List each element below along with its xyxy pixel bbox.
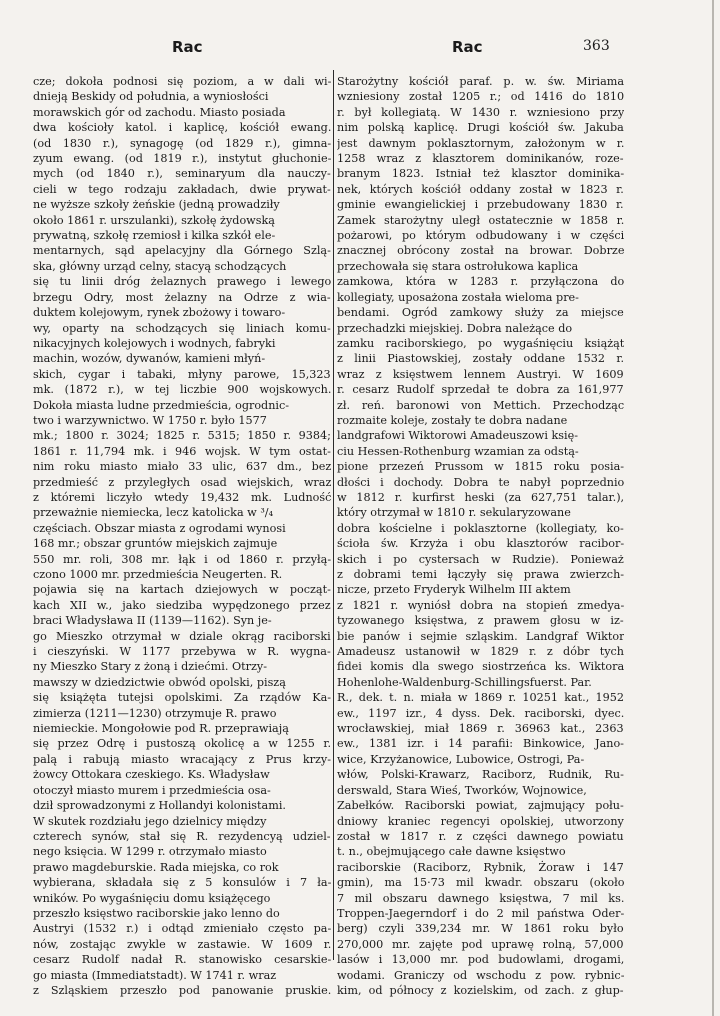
text-line: 168 mr.; obszar gruntów miejskich zajmuje bbox=[33, 537, 278, 551]
scan-edge bbox=[712, 0, 714, 1016]
text-line: z dobrami temi łączyły się prawa zwierzch- bbox=[337, 568, 624, 581]
text-line: się książęta tutejsi opolskimi. Za rządów Ka- bbox=[33, 691, 331, 705]
text-line: pojawia się na kartach dziejowych w począt- bbox=[33, 583, 331, 597]
text-line: go Mieszko otrzymał w dziale okrąg raciborski bbox=[33, 629, 331, 643]
text-line: bie panów i sejmie szląskim. Landgraf Wiktor bbox=[337, 629, 624, 643]
text-line: został w 1817 r. z części dawnego powiatu bbox=[337, 829, 624, 843]
text-line: cze; dokoła podnosi się poziom, a w dali wi- bbox=[33, 75, 331, 88]
text-line: nicze, przeto Fryderyk Wilhelm III aktem bbox=[337, 583, 571, 597]
running-head-right: Rac bbox=[452, 38, 483, 56]
text-line: w 1812 r. kurfirst heski (za 627,751 talar.), bbox=[337, 490, 624, 504]
text-line: z linii Piastowskiej, zostały oddane 1532 r. bbox=[337, 352, 624, 366]
text-line: Hohenlohe-Waldenburg-Schillingsfuerst. Par. bbox=[337, 675, 592, 689]
text-line: brzegu Odry, most żelazny na Odrze z wia- bbox=[33, 290, 331, 304]
text-line: wodami. Graniczy od wschodu z pow. rybnic- bbox=[337, 968, 624, 982]
text-line: dobra kościelne i poklasztorne (kollegiaty, ko- bbox=[337, 521, 624, 535]
text-line: ew., 1381 izr. i 14 parafii: Binkowice, Jano- bbox=[337, 737, 624, 751]
text-line: wrocławskiej, miał 1869 r. 36963 kat., 2363 bbox=[337, 722, 624, 736]
text-line: zamku raciborskiego, po wygaśnięciu książąt bbox=[337, 336, 624, 350]
text-line: żowcy Ottokara czeskiego. Ks. Władysław bbox=[33, 768, 270, 782]
right-column bbox=[337, 74, 624, 998]
text-line: raciborskie (Raciborz, Rybnik, Żoraw i 147 bbox=[337, 860, 624, 874]
text-line: wzniesiony został 1205 r.; od 1416 do 1810 bbox=[337, 90, 624, 104]
text-line: gminie ewangielickiej i przebudowany 1830 r. bbox=[337, 198, 624, 212]
page-number: 363 bbox=[583, 38, 610, 54]
text-line: Starożytny kościół paraf. p. w. św. Miriama bbox=[337, 75, 624, 88]
text-line: r. cesarz Rudolf sprzedał te dobra za 161,977 bbox=[337, 383, 624, 397]
text-line: ew., 1197 izr., 4 dyss. Dek. raciborski, dyec. bbox=[337, 706, 624, 720]
text-line: znacznej obrócony został na browar. Dobrze bbox=[337, 244, 624, 258]
text-line: mych (od 1840 r.), seminaryum dla nauczy- bbox=[33, 167, 331, 181]
column-divider bbox=[333, 70, 334, 960]
text-line: mentarnych, sąd apelacyjny dla Górnego Szlą- bbox=[33, 244, 331, 258]
text-line: przechadzki miejskiej. Dobra należące do bbox=[337, 321, 573, 335]
text-line: mk.; 1800 r. 3024; 1825 r. 5315; 1850 r. 9384; bbox=[33, 429, 331, 443]
text-line: 1861 r. 11,794 mk. i 946 wojsk. W tym ostat- bbox=[33, 444, 331, 458]
text-line: czono 1000 mr. przedmieścia Neugerten. R. bbox=[33, 568, 283, 581]
text-line: nek, których kościół oddany został w 1823 r. bbox=[337, 182, 624, 196]
text-line: pione przezeń Prussom w 1815 roku posia- bbox=[337, 460, 624, 474]
text-line: który otrzymał w 1810 r. sekularyzowane bbox=[337, 506, 571, 520]
text-line: z 1821 r. wyniósł dobra na stopień zmedya- bbox=[337, 598, 624, 612]
text-line: Zabełków. Raciborski powiat, zajmujący połu- bbox=[337, 799, 624, 813]
text-line: cieli w tego rodzaju zakładach, dwie prywat- bbox=[33, 182, 331, 196]
text-line: mk. (1872 r.), w tej liczbie 900 wojskowych. bbox=[33, 383, 331, 397]
text-line: Dokoła miasta ludne przedmieścia, ogrodnic- bbox=[33, 398, 290, 412]
text-line: morawskich gór od zachodu. Miasto posiada bbox=[33, 105, 286, 119]
text-line: Austryi (1532 r.) i odtąd zmieniało często pa- bbox=[33, 922, 331, 936]
text-line: kach XII w., jako siedziba wypędzonego przez bbox=[33, 598, 331, 612]
text-line: przeważnie niemiecka, lecz katolicka w ³/₄ bbox=[33, 506, 274, 520]
text-line: palą i rabują miasto wracający z Prus krzy- bbox=[33, 752, 331, 766]
running-head-left: Rac bbox=[172, 38, 203, 56]
text-line: dłości i dochody. Dobra te nabył poprzednio bbox=[337, 475, 624, 489]
text-line: landgrafowi Wiktorowi Amadeuszowi księ- bbox=[337, 429, 578, 443]
text-line: Zamek starożytny uległ ostatecznie w 1858 r. bbox=[337, 213, 624, 227]
text-line: wników. Po wygaśnięciu domu książęcego bbox=[33, 891, 271, 905]
text-line: jest dawnym poklasztornym, założonym w r. bbox=[337, 136, 624, 150]
text-line: (od 1830 r.), synagogę (od 1829 r.), gimna- bbox=[33, 136, 331, 150]
text-line: machin, wozów, dywanów, kamieni młyń- bbox=[33, 352, 266, 366]
text-line: bendami. Ogród zamkowy służy za miejsce bbox=[337, 306, 624, 320]
text-line: two i warzywnictwo. W 1750 r. było 1577 bbox=[33, 413, 267, 427]
text-line: częściach. Obszar miasta z ogrodami wynosi bbox=[33, 521, 286, 535]
text-line: nego księcia. W 1299 r. otrzymało miasto bbox=[33, 845, 267, 859]
left-column bbox=[33, 74, 331, 998]
text-line: wybierana, składała się z 5 konsulów i 7 ła- bbox=[33, 876, 331, 890]
text-line: 7 mil obszaru dawnego księstwa, 7 mil ks. bbox=[337, 891, 624, 905]
text-line: branym 1823. Istniał też klasztor dominika- bbox=[337, 167, 624, 181]
text-line: lasów i 13,000 mr. pod budowlami, drogami, bbox=[337, 953, 624, 967]
text-line: zamkowa, która w 1283 r. przyłączona do bbox=[337, 275, 624, 289]
text-line: zimierza (1211—1230) otrzymuje R. prawo bbox=[33, 706, 277, 720]
text-line: t. n., obejmującego całe dawne księstwo bbox=[337, 845, 566, 859]
text-line: W skutek rozdziału jego dzielnicy między bbox=[33, 814, 267, 828]
text-line: ciu Hessen-Rothenburg wzamian za odstą- bbox=[337, 444, 579, 458]
text-line: wice, Krzyżanowice, Lubowice, Ostrogi, Pa- bbox=[337, 752, 585, 766]
text-line: przeszło księstwo raciborskie jako lenno do bbox=[33, 906, 280, 920]
text-line: pożarowi, po którym odbudowany i w części bbox=[337, 229, 624, 243]
text-line: 270,000 mr. zajęte pod uprawę rolną, 57,000 bbox=[337, 937, 624, 951]
text-line: z któremi liczyło wtedy 19,432 mk. Ludność bbox=[33, 490, 331, 504]
text-line: przedmieść z przyległych osad wiejskich, wraz bbox=[33, 475, 331, 489]
text-line: nim polską kaplicę. Drugi kościół św. Jakuba bbox=[337, 121, 624, 135]
text-line: dniowy kraniec regencyi opolskiej, utworzony bbox=[337, 814, 624, 828]
text-line: niemieckie. Mongołowie pod R. przeprawiają bbox=[33, 722, 289, 736]
text-line: prywatną, szkołę rzemiosł i kilka szkół ele- bbox=[33, 229, 276, 243]
text-line: 1258 wraz z klasztorem dominikanów, roze- bbox=[337, 152, 624, 166]
text-line: nim roku miasto miało 33 ulic, 637 dm., bez bbox=[33, 460, 331, 474]
text-line: z Szląskiem przeszło pod panowanie pruskie. bbox=[33, 983, 331, 997]
text-line: wraz z księstwem lennem Austryi. W 1609 bbox=[337, 367, 624, 381]
text-line: i cieszyński. W 1177 przebywa w R. wygna- bbox=[33, 645, 331, 659]
text-line: nów, zostając zwykle w zastawie. W 1609 r. bbox=[33, 937, 331, 951]
text-line: mawszy w dziedzictwie obwód opolski, piszą bbox=[33, 675, 286, 689]
text-line: dził sprowadzonymi z Hollandyi kolonistami. bbox=[33, 799, 286, 813]
text-line: nikacyjnych kolejowych i wodnych, fabryki bbox=[33, 336, 276, 350]
text-line: r. był kollegiatą. W 1430 r. wzniesiono przy bbox=[337, 105, 624, 119]
text-line: przechowała się stara ostrołukowa kaplica bbox=[337, 259, 579, 273]
text-line: ścioła św. Krzyża i obu klasztorów racibor- bbox=[337, 537, 624, 551]
text-line: się przez Odrę i pustoszą okolicę a w 1255 r. bbox=[33, 737, 331, 751]
text-line: dnieją Beskidy od południa, a wyniosłości bbox=[33, 90, 269, 104]
text-line: ny Mieszko Stary z żoną i dziećmi. Otrzy- bbox=[33, 660, 267, 674]
text-line: go miasta (Immediatstadt). W 1741 r. wraz bbox=[33, 968, 277, 982]
text-line: zł. reń. baronowi von Mettich. Przechodząc bbox=[337, 398, 624, 412]
text-line: czterech synów, stał się R. rezydencyą udziel- bbox=[33, 829, 331, 843]
text-line: około 1861 r. urszulanki), szkołę żydowską bbox=[33, 213, 275, 227]
text-line: duktem kolejowym, rynek zbożowy i towaro- bbox=[33, 306, 286, 320]
text-line: ska, główny urząd celny, stacyą schodzących bbox=[33, 259, 287, 273]
text-line: Amadeusz ustanowił w 1829 r. z dóbr tych bbox=[337, 645, 624, 659]
text-line: 550 mr. roli, 308 mr. łąk i od 1860 r. przyłą- bbox=[33, 552, 331, 566]
text-line: skich i po cystersach w Rudzie). Ponieważ bbox=[337, 552, 624, 566]
text-line: zyum ewang. (od 1819 r.), instytut głuchonie- bbox=[33, 152, 331, 166]
text-line: fidei komis dla swego siostrzeńca ks. Wiktora bbox=[337, 660, 624, 674]
text-line: ne wyższe szkoły żeńskie (jedną prowadziły bbox=[33, 198, 280, 212]
text-line: derswald, Stara Wieś, Tworków, Wojnowice, bbox=[337, 783, 587, 797]
text-line: berg) czyli 339,234 mr. W 1861 roku było bbox=[337, 922, 624, 936]
text-line: otoczył miasto murem i przedmieścia osa- bbox=[33, 783, 271, 797]
text-line: rozmaite koleje, zostały te dobra nadane bbox=[337, 413, 568, 427]
text-line: dwa kościoły katol. i kaplicę, kościół ewang. bbox=[33, 121, 331, 135]
text-line: kollegiaty, uposażona została wieloma pre- bbox=[337, 290, 579, 304]
text-line: cesarz Rudolf nadał R. stanowisko cesarskie- bbox=[33, 953, 331, 967]
text-line: wy, oparty na schodzących się liniach komu- bbox=[33, 321, 331, 335]
text-line: Troppen-Jaegerndorf i do 2 mil państwa Oder- bbox=[337, 906, 624, 920]
text-line: braci Władysława II (1139—1162). Syn je- bbox=[33, 614, 272, 628]
text-line: prawo magdeburskie. Rada miejska, co rok bbox=[33, 860, 279, 874]
text-line: tyzowanego księstwa, z prawem głosu w iz- bbox=[337, 614, 624, 628]
text-line: gmin), ma 15·73 mil kwadr. obszaru (około bbox=[337, 876, 624, 890]
text-line: R., dek. t. n. miała w 1869 r. 10251 kat., 1952 bbox=[337, 691, 624, 705]
text-line: włów, Polski-Krawarz, Raciborz, Rudnik, Ru- bbox=[337, 768, 624, 782]
text-line: kim, od północy z kozielskim, od zach. z głup- bbox=[337, 983, 624, 997]
text-line: skich, cygar i tabaki, młyny parowe, 15,323 bbox=[33, 367, 331, 381]
text-line: się tu linii dróg żelaznych prawego i lewego bbox=[33, 275, 331, 289]
